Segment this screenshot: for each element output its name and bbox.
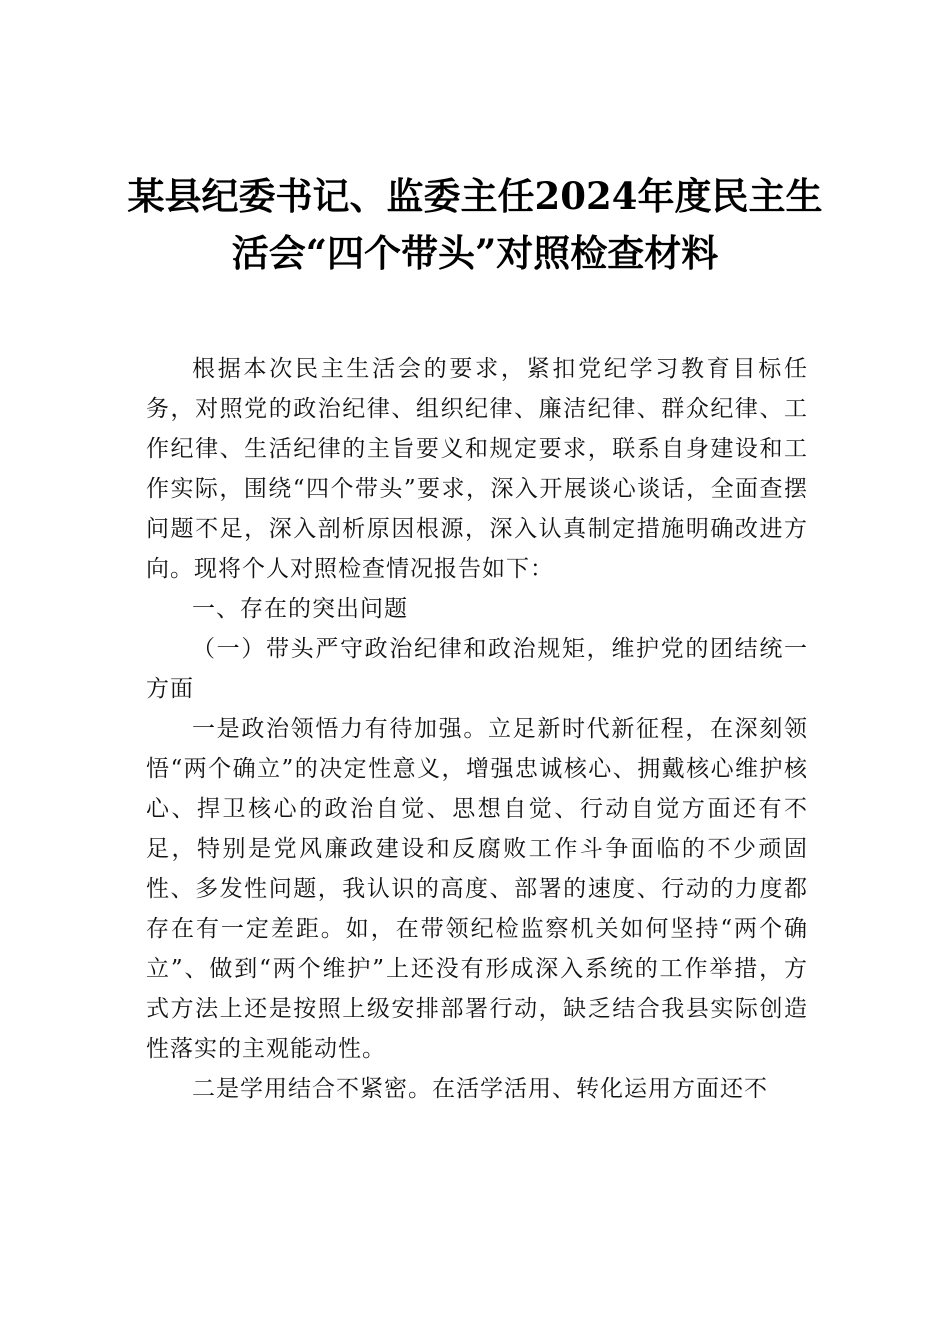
document-title: 某县纪委书记、监委主任2024年度民主生活会“四个带头”对照检查材料 [127,174,823,275]
section-heading-problems: 一、存在的突出问题 [192,596,408,622]
intro-paragraph: 根据本次民主生活会的要求，紧扣党纪学习教育目标任务，对照党的政治纪律、组织纪律、廉洁纪律、群众纪律、工作纪律、生活纪律的主旨要义和规定要求，联系自身建设和工作实际，围绕“四个带头”要求，深入开展谈心谈话，全面查摆问题不足，深入剖析原因根源，深入认真制定措施明确改进方向。现将个人对照检查情况报告如下： [146,356,808,582]
point-paragraph-one: 一是政治领悟力有待加强。立足新时代新征程，在深刻领悟“两个确立”的决定性意义，增强忠诚核心、拥戴核心维护核心、捍卫核心的政治自觉、思想自觉、行动自觉方面还有不足，特别是党风廉政建设和反腐败工作斗争面临的不少顽固性、多发性问题，我认识的高度、部署的速度、行动的力度都存在有一定差距。如，在带领纪检监察机关如何坚持“两个确立”、做到“两个维护”上还没有形成深入系统的工作举措，方式方法上还是按照上级安排部署行动，缺乏结合我县实际创造性落实的主观能动性。 [146,716,808,1062]
document-body [146,349,808,1109]
subsection-heading-political-discipline: （一）带头严守政治纪律和政治规矩，维护党的团结统一方面 [146,636,808,702]
point-paragraph-two: 二是学用结合不紧密。在活学活用、转化运用方面还不 [192,1076,768,1102]
